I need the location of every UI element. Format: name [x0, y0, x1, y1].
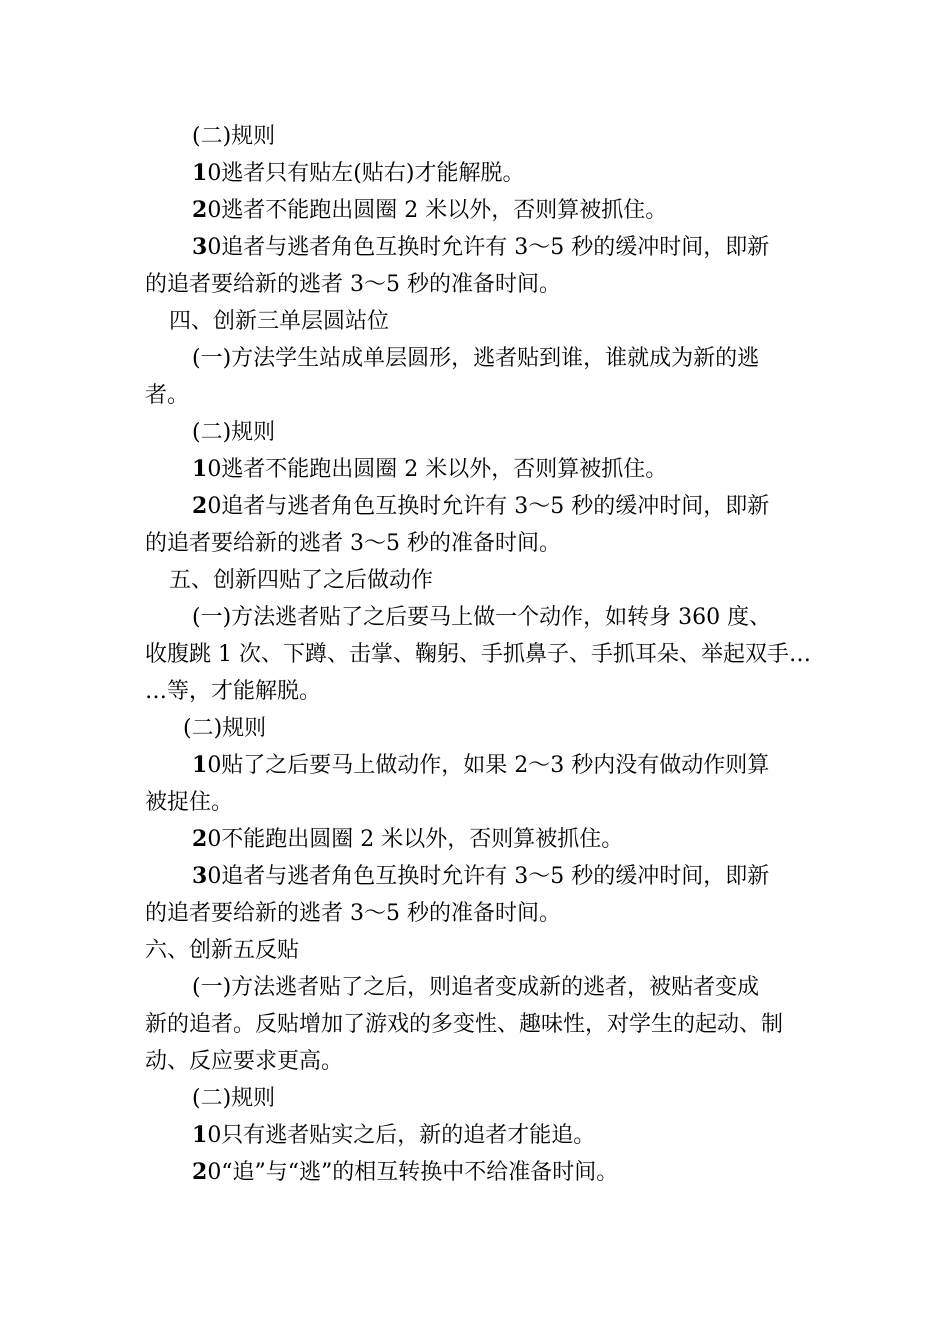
line-text: (一)方法逃者贴了之后，则追者变成新的逃者，被贴者变成	[192, 975, 760, 1000]
line-text: 0逃者不能跑出圆圈 2 米以外，否则算被抓住。	[207, 198, 668, 223]
line-text: 0不能跑出圆圈 2 米以外，否则算被抓住。	[207, 827, 624, 852]
line-text: 收腹跳 1 次、下蹲、击掌、鞠躬、手抓鼻子、手抓耳朵、举起双手…	[145, 642, 811, 667]
rule-number: 3	[192, 234, 208, 260]
text-line	[145, 895, 815, 932]
rule-number: 2	[192, 197, 208, 223]
line-text: (二)规则	[192, 420, 276, 445]
text-line	[145, 118, 815, 155]
line-text: 的追者要给新的逃者 3～5 秒的准备时间。	[145, 531, 561, 556]
line-text: 五、创新四贴了之后做动作	[169, 568, 434, 593]
line-text: 0贴了之后要马上做动作，如果 2～3 秒内没有做动作则算	[207, 753, 770, 778]
text-line	[145, 636, 815, 673]
text-line	[145, 858, 815, 895]
rule-number: 2	[192, 1159, 208, 1185]
line-text: 新的追者。反贴增加了游戏的多变性、趣味性，对学生的起动、制	[145, 1012, 784, 1037]
text-line	[145, 673, 815, 710]
document-body	[145, 118, 815, 1191]
text-line	[145, 266, 815, 303]
line-text: …等，才能解脱。	[145, 679, 322, 704]
line-text: 的追者要给新的逃者 3～5 秒的准备时间。	[145, 272, 561, 297]
text-line	[145, 155, 815, 192]
text-line	[145, 1154, 815, 1191]
rule-number: 1	[192, 1122, 208, 1148]
text-line	[145, 377, 815, 414]
text-line	[145, 821, 815, 858]
line-text: (二)规则	[183, 716, 267, 741]
line-text: 0逃者只有贴左(贴右)才能解脱。	[207, 161, 525, 186]
text-line	[145, 1080, 815, 1117]
line-text: 0逃者不能跑出圆圈 2 米以外，否则算被抓住。	[207, 457, 668, 482]
rule-number: 2	[192, 493, 208, 519]
text-line	[145, 710, 815, 747]
line-text: 四、创新三单层圆站位	[169, 309, 390, 334]
text-line	[145, 340, 815, 377]
line-text: 六、创新五反贴	[145, 938, 300, 963]
text-line	[145, 451, 815, 488]
text-line	[145, 229, 815, 266]
text-line	[145, 1006, 815, 1043]
line-text: 0追者与逃者角色互换时允许有 3～5 秒的缓冲时间，即新	[207, 235, 770, 260]
line-text: (二)规则	[192, 1086, 276, 1111]
text-line	[145, 488, 815, 525]
text-line	[145, 303, 815, 340]
line-text: 0追者与逃者角色互换时允许有 3～5 秒的缓冲时间，即新	[207, 864, 770, 889]
line-text: (一)方法逃者贴了之后要马上做一个动作，如转身 360 度、	[192, 605, 772, 630]
line-text: 0只有逃者贴实之后，新的追者才能追。	[207, 1123, 596, 1148]
line-text: (二)规则	[192, 124, 276, 149]
rule-number: 1	[192, 160, 208, 186]
rule-number: 2	[192, 826, 208, 852]
text-line	[145, 969, 815, 1006]
rule-number: 1	[192, 456, 208, 482]
text-line	[145, 1117, 815, 1154]
line-text: 动、反应要求更高。	[145, 1049, 344, 1074]
rule-number: 3	[192, 863, 208, 889]
line-text: 者。	[145, 383, 190, 408]
line-text: 被捉住。	[145, 790, 234, 815]
text-line	[145, 747, 815, 784]
text-line	[145, 192, 815, 229]
rule-number: 1	[192, 752, 208, 778]
text-line	[145, 562, 815, 599]
line-text: 0追者与逃者角色互换时允许有 3～5 秒的缓冲时间，即新	[207, 494, 770, 519]
text-line	[145, 932, 815, 969]
text-line	[145, 599, 815, 636]
line-text: (一)方法学生站成单层圆形，逃者贴到谁，谁就成为新的逃	[192, 346, 760, 371]
line-text: 的追者要给新的逃者 3～5 秒的准备时间。	[145, 901, 561, 926]
text-line	[145, 1043, 815, 1080]
text-line	[145, 414, 815, 451]
text-line	[145, 525, 815, 562]
text-line	[145, 784, 815, 821]
line-text: 0“追”与“逃”的相互转换中不给准备时间。	[207, 1160, 619, 1185]
